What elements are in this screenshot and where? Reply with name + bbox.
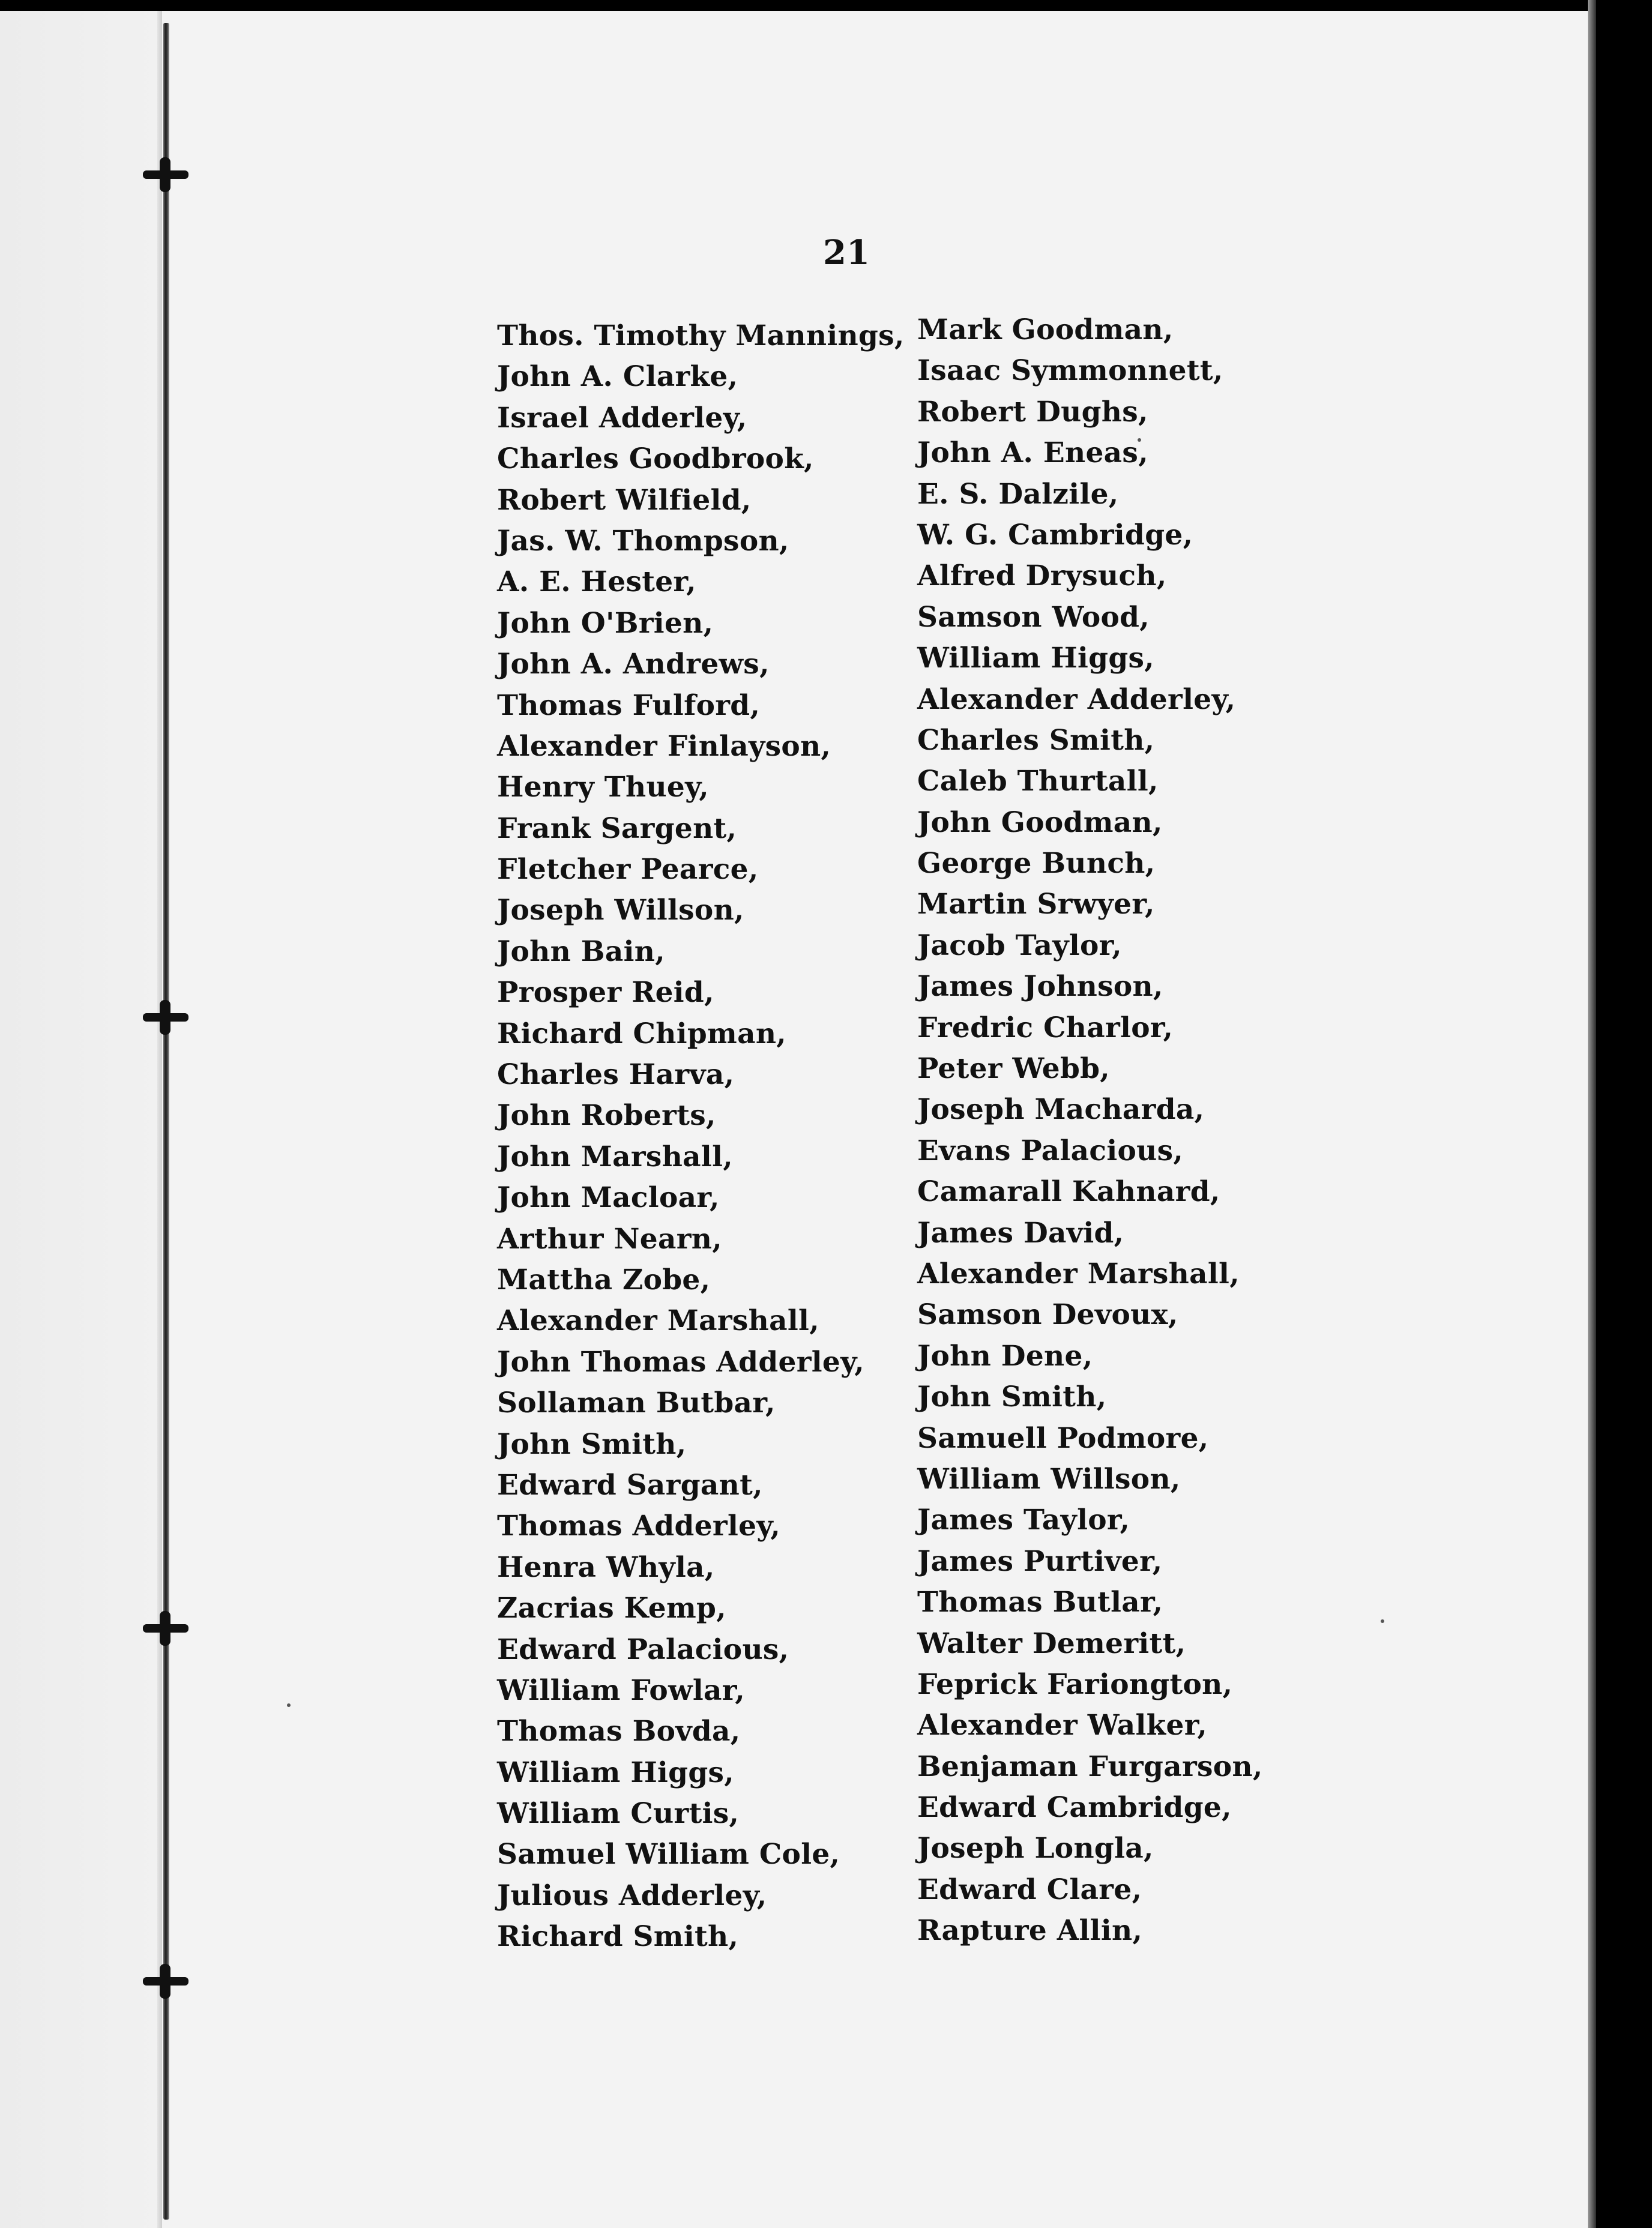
name-entry: James David,: [917, 1216, 1124, 1250]
binding-shadow: [157, 11, 162, 2228]
name-entry: Fredric Charlor,: [917, 1011, 1174, 1044]
name-entry: Charles Goodbrook,: [497, 442, 814, 476]
name-entry: Alfred Drysuch,: [917, 559, 1167, 593]
name-entry: Jas. W. Thompson,: [497, 524, 789, 558]
staple-mark: [143, 1624, 188, 1633]
names-column-right: [917, 310, 1263, 1952]
name-entry: Mattha Zobe,: [497, 1263, 711, 1296]
name-entry: Henry Thuey,: [497, 771, 709, 804]
name-entry: Thomas Fulford,: [497, 688, 761, 722]
name-entry: William Curtis,: [497, 1797, 740, 1831]
name-entry: Rapture Allin,: [917, 1914, 1143, 1948]
name-entry: Alexander Marshall,: [497, 1304, 819, 1338]
name-entry: Samuell Podmore,: [917, 1421, 1209, 1455]
name-entry: Charles Harva,: [497, 1058, 735, 1092]
page-number: 21: [823, 233, 870, 272]
name-entry: Camarall Kahnard,: [917, 1175, 1220, 1209]
name-entry: Benjaman Furgarson,: [917, 1750, 1263, 1783]
name-entry: Walter Demeritt,: [917, 1627, 1186, 1660]
page-edge-shadow: [1588, 0, 1596, 2228]
page-margin-strip: [0, 11, 157, 2228]
name-entry: James Purtiver,: [917, 1544, 1163, 1578]
name-entry: Edward Cambridge,: [917, 1791, 1232, 1825]
name-entry: George Bunch,: [917, 847, 1156, 881]
name-entry: John Smith,: [917, 1380, 1107, 1414]
name-entry: Henra Whyla,: [497, 1550, 715, 1584]
name-entry: Samson Wood,: [917, 600, 1150, 634]
paper-speck: [287, 1703, 291, 1707]
name-entry: John Macloar,: [497, 1181, 720, 1215]
name-entry: Edward Palacious,: [497, 1633, 789, 1666]
name-entry: Robert Dughs,: [917, 395, 1148, 429]
document-page: [0, 11, 1588, 2228]
name-entry: E. S. Dalzile,: [917, 477, 1119, 511]
name-entry: James Johnson,: [917, 970, 1163, 1004]
name-entry: John Thomas Adderley,: [497, 1345, 864, 1379]
name-entry: Samson Devoux,: [917, 1298, 1178, 1332]
name-entry: Joseph Macharda,: [917, 1093, 1205, 1127]
name-entry: Richard Chipman,: [497, 1017, 786, 1050]
name-entry: Peter Webb,: [917, 1052, 1110, 1086]
name-entry: Jacob Taylor,: [917, 929, 1122, 962]
name-entry: W. G. Cambridge,: [917, 518, 1193, 552]
name-entry: Thomas Adderley,: [497, 1510, 781, 1543]
name-entry: Julious Adderley,: [497, 1879, 767, 1912]
name-entry: James Taylor,: [917, 1504, 1130, 1537]
name-entry: Zacrias Kemp,: [497, 1592, 726, 1625]
name-entry: Joseph Willson,: [497, 894, 744, 927]
binding-edge: [163, 23, 169, 2220]
staple-mark: [143, 1013, 188, 1022]
name-entry: John Dene,: [917, 1339, 1093, 1373]
name-entry: Thos. Timothy Mannings,: [497, 319, 905, 352]
name-entry: John Marshall,: [497, 1140, 733, 1173]
name-entry: William Higgs,: [917, 642, 1154, 675]
name-entry: William Higgs,: [497, 1756, 734, 1789]
name-entry: Richard Smith,: [497, 1920, 739, 1954]
name-entry: Fletcher Pearce,: [497, 853, 759, 887]
paper-speck: [1381, 1619, 1384, 1623]
name-entry: Martin Srwyer,: [917, 888, 1155, 921]
name-entry: John O'Brien,: [497, 606, 714, 640]
name-entry: John A. Clarke,: [497, 360, 738, 394]
name-entry: Frank Sargent,: [497, 811, 737, 845]
name-entry: Mark Goodman,: [917, 313, 1174, 346]
name-entry: Feprick Fariongton,: [917, 1667, 1233, 1701]
name-entry: A. E. Hester,: [497, 565, 696, 599]
name-entry: Edward Sargant,: [497, 1468, 763, 1502]
name-entry: Samuel William Cole,: [497, 1838, 840, 1871]
name-entry: Robert Wilfield,: [497, 483, 752, 517]
name-entry: William Fowlar,: [497, 1673, 746, 1707]
name-entry: Alexander Walker,: [917, 1709, 1208, 1742]
name-entry: Caleb Thurtall,: [917, 765, 1159, 798]
staple-mark: [143, 1977, 188, 1986]
name-entry: Thomas Butlar,: [917, 1586, 1163, 1619]
name-entry: Prosper Reid,: [497, 976, 714, 1010]
name-entry: Charles Smith,: [917, 723, 1155, 757]
names-column-left: [497, 316, 905, 1958]
name-entry: Joseph Longla,: [917, 1832, 1154, 1865]
name-entry: William Willson,: [917, 1462, 1181, 1496]
name-entry: John Goodman,: [917, 805, 1163, 839]
name-entry: Arthur Nearn,: [497, 1222, 722, 1256]
name-entry: Edward Clare,: [917, 1873, 1142, 1906]
name-entry: Alexander Marshall,: [917, 1257, 1240, 1290]
name-entry: Israel Adderley,: [497, 401, 747, 435]
name-entry: John Roberts,: [497, 1099, 716, 1133]
name-entry: Evans Palacious,: [917, 1134, 1184, 1167]
name-entry: John A. Eneas,: [917, 436, 1148, 470]
name-entry: Alexander Finlayson,: [497, 729, 831, 763]
name-entry: John Bain,: [497, 935, 665, 968]
name-entry: Thomas Bovda,: [497, 1715, 741, 1748]
name-entry: Alexander Adderley,: [917, 682, 1236, 716]
name-entry: Sollaman Butbar,: [497, 1386, 776, 1420]
staple-mark: [143, 170, 188, 179]
name-entry: Isaac Symmonnett,: [917, 354, 1223, 388]
name-entry: John A. Andrews,: [497, 648, 770, 681]
name-entry: John Smith,: [497, 1427, 687, 1461]
